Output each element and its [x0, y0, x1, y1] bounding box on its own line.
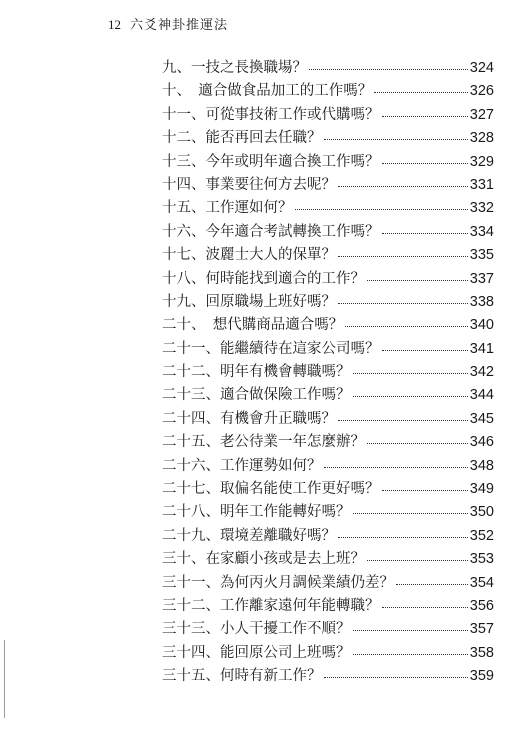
toc-entry: [162, 547, 494, 570]
toc-entry-page: 349: [469, 481, 494, 498]
toc-entry-page: 338: [469, 293, 494, 310]
toc-entry-page: 335: [469, 247, 494, 264]
dot-leader: [338, 302, 468, 304]
toc-entry: [162, 641, 494, 664]
page-number: 12: [108, 17, 121, 32]
toc-entry: [162, 220, 494, 243]
toc-entry-number: 十八、: [162, 270, 206, 287]
dot-leader: [324, 138, 468, 140]
toc-entry-number: 十五、: [162, 200, 206, 217]
toc-entry-page: 352: [469, 527, 494, 544]
toc-entry-page: 328: [469, 130, 494, 147]
dot-leader: [324, 466, 468, 468]
toc-entry-title: 能回原公司上班嗎？: [220, 644, 351, 661]
dot-leader: [382, 489, 468, 491]
toc-entry-title: 環境差離職好嗎？: [220, 527, 336, 544]
toc-entry-page: 344: [469, 387, 494, 404]
dot-leader: [367, 279, 468, 281]
toc-entry-number: 十九、: [162, 293, 206, 310]
toc-entry-page: 357: [469, 621, 494, 638]
toc-entry-number: 三十三、: [162, 621, 220, 638]
dot-leader: [338, 185, 468, 187]
toc-entry-title: 想代購商品適合嗎？: [212, 317, 344, 334]
toc-entry-page: 326: [469, 83, 494, 100]
toc-entry: [162, 267, 494, 290]
toc-entry: [162, 524, 494, 547]
toc-entry: [162, 79, 494, 102]
toc-entry: [162, 290, 494, 313]
toc-entry-number: 二十五、: [162, 434, 220, 451]
toc-entry-number: 三十一、: [162, 574, 220, 591]
toc-entry-title: 小人干擾工作不順？: [220, 621, 351, 638]
toc-entry-page: 327: [469, 106, 494, 123]
toc-entry-title: 明年工作能轉好嗎？: [220, 504, 351, 521]
toc-entry: [162, 126, 494, 149]
dot-leader: [324, 676, 468, 678]
toc-entry-title: 波麗士大人的保單？: [205, 247, 336, 264]
dot-leader: [295, 208, 468, 210]
toc-entry-number: 二十九、: [162, 527, 220, 544]
toc-entry-number: 二十三、: [162, 387, 220, 404]
toc-entry: [162, 337, 494, 360]
toc-entry: [162, 173, 494, 196]
toc-entry-title: 在家顧小孩或是去上班？: [205, 551, 365, 568]
toc-entry-number: 九、: [162, 60, 191, 76]
toc-entry: [162, 196, 494, 219]
toc-entry-title: 何時能找到適合的工作？: [205, 270, 365, 287]
toc-entry: [162, 477, 494, 500]
toc-entry-page: 353: [469, 551, 494, 568]
toc-entry: [162, 360, 494, 383]
dot-leader: [367, 559, 468, 561]
toc-entry-title: 工作運如何？: [205, 200, 293, 217]
toc-entry-title: 適合做食品加工的工作嗎？: [198, 83, 373, 100]
toc-entry-page: 342: [469, 364, 494, 381]
toc-entry-number: 十七、: [162, 247, 206, 264]
toc-entry-page: 358: [469, 644, 494, 661]
toc-entry-number: 三十五、: [162, 668, 220, 685]
toc-entry-number: 二十二、: [162, 364, 220, 381]
toc-entry-page: 356: [469, 597, 494, 614]
toc-entry-title: 今年或明年適合換工作嗎？: [205, 153, 380, 170]
toc-entry: [162, 313, 494, 336]
toc-entry-number: 三十、: [162, 551, 206, 568]
toc-entry-page: 337: [469, 270, 494, 287]
toc-entry: [162, 617, 494, 640]
toc-entry-title: 何時有新工作？: [220, 668, 322, 685]
toc-entry: [162, 243, 494, 266]
toc-entry-page: 359: [469, 668, 494, 685]
toc-entry-title: 取偏名能使工作更好嗎？: [220, 481, 380, 498]
toc-entry-number: 三十二、: [162, 597, 220, 614]
toc-entry-title: 為何丙火月調候業績仍差？: [220, 574, 394, 591]
dot-leader: [338, 419, 468, 421]
toc-entry: [162, 571, 494, 594]
toc-entry-title: 可從事技術工作或代購嗎？: [205, 106, 380, 123]
toc-entry-page: 324: [469, 60, 494, 76]
toc-entry-page: 354: [469, 574, 494, 591]
toc-entry-page: 348: [469, 457, 494, 474]
toc-entry-number: 二十六、: [162, 457, 220, 474]
toc-entry-title: 老公待業一年怎麼辦？: [220, 434, 365, 451]
toc-entry: [162, 407, 494, 430]
table-of-contents: [162, 56, 494, 688]
toc-entry-page: 329: [469, 153, 494, 170]
toc-entry-number: 三十四、: [162, 644, 220, 661]
toc-entry-number: 十三、: [162, 153, 206, 170]
toc-entry-title: 今年適合考試轉換工作嗎？: [205, 223, 380, 240]
toc-entry-title: 適合做保險工作嗎？: [220, 387, 351, 404]
toc-entry-number: 二十、: [162, 317, 213, 334]
dot-leader: [367, 442, 468, 444]
toc-entry-title: 能否再回去任職？: [205, 130, 322, 147]
dot-leader: [353, 372, 468, 374]
dot-leader: [309, 68, 468, 70]
dot-leader: [353, 629, 468, 631]
toc-entry: [162, 56, 494, 79]
toc-entry-page: 340: [469, 317, 494, 334]
toc-entry-number: 十四、: [162, 176, 206, 193]
toc-entry-title: 工作運勢如何？: [220, 457, 322, 474]
dot-leader: [353, 395, 468, 397]
dot-leader: [382, 232, 468, 234]
dot-leader: [396, 583, 468, 585]
toc-entry-page: 334: [469, 223, 494, 240]
toc-entry: [162, 454, 494, 477]
dot-leader: [374, 91, 468, 93]
toc-entry-title: 工作離家遠何年能轉職？: [220, 597, 380, 614]
toc-entry-page: 332: [469, 200, 494, 217]
dot-leader: [345, 325, 468, 327]
page-edge-line: [4, 640, 5, 718]
toc-entry: [162, 150, 494, 173]
toc-entry-page: 350: [469, 504, 494, 521]
toc-entry-title: 明年有機會轉職嗎？: [220, 364, 351, 381]
dot-leader: [338, 536, 468, 538]
toc-entry-number: 二十八、: [162, 504, 220, 521]
toc-entry-number: 十、: [162, 83, 199, 100]
dot-leader: [382, 349, 468, 351]
toc-entry-page: 331: [469, 176, 494, 193]
toc-entry-number: 十一、: [162, 106, 206, 123]
toc-entry-number: 十六、: [162, 223, 206, 240]
toc-entry-number: 二十四、: [162, 410, 220, 427]
toc-entry-page: 345: [469, 410, 494, 427]
toc-entry: [162, 383, 494, 406]
toc-entry-number: 二十一、: [162, 340, 220, 357]
book-title: 六爻神卦推運法: [130, 18, 229, 33]
toc-entry-title: 事業要往何方去呢？: [205, 176, 336, 193]
toc-entry-title: 一技之長換職場？: [191, 60, 307, 76]
dot-leader: [382, 162, 468, 164]
dot-leader: [338, 255, 468, 257]
dot-leader: [353, 653, 468, 655]
toc-entry-title: 回原職場上班好嗎？: [205, 293, 336, 310]
toc-entry: [162, 500, 494, 523]
toc-entry: [162, 103, 494, 126]
running-header: [108, 14, 228, 33]
toc-entry: [162, 430, 494, 453]
toc-entry-title: 能繼續待在這家公司嗎？: [220, 340, 380, 357]
toc-entry-page: 341: [469, 340, 494, 357]
toc-entry-number: 十二、: [162, 130, 206, 147]
dot-leader: [382, 115, 468, 117]
toc-entry: [162, 594, 494, 617]
toc-entry: [162, 664, 494, 687]
dot-leader: [382, 606, 468, 608]
toc-entry-number: 二十七、: [162, 481, 220, 498]
toc-entry-page: 346: [469, 434, 494, 451]
dot-leader: [353, 512, 468, 514]
toc-entry-title: 有機會升正職嗎？: [220, 410, 336, 427]
